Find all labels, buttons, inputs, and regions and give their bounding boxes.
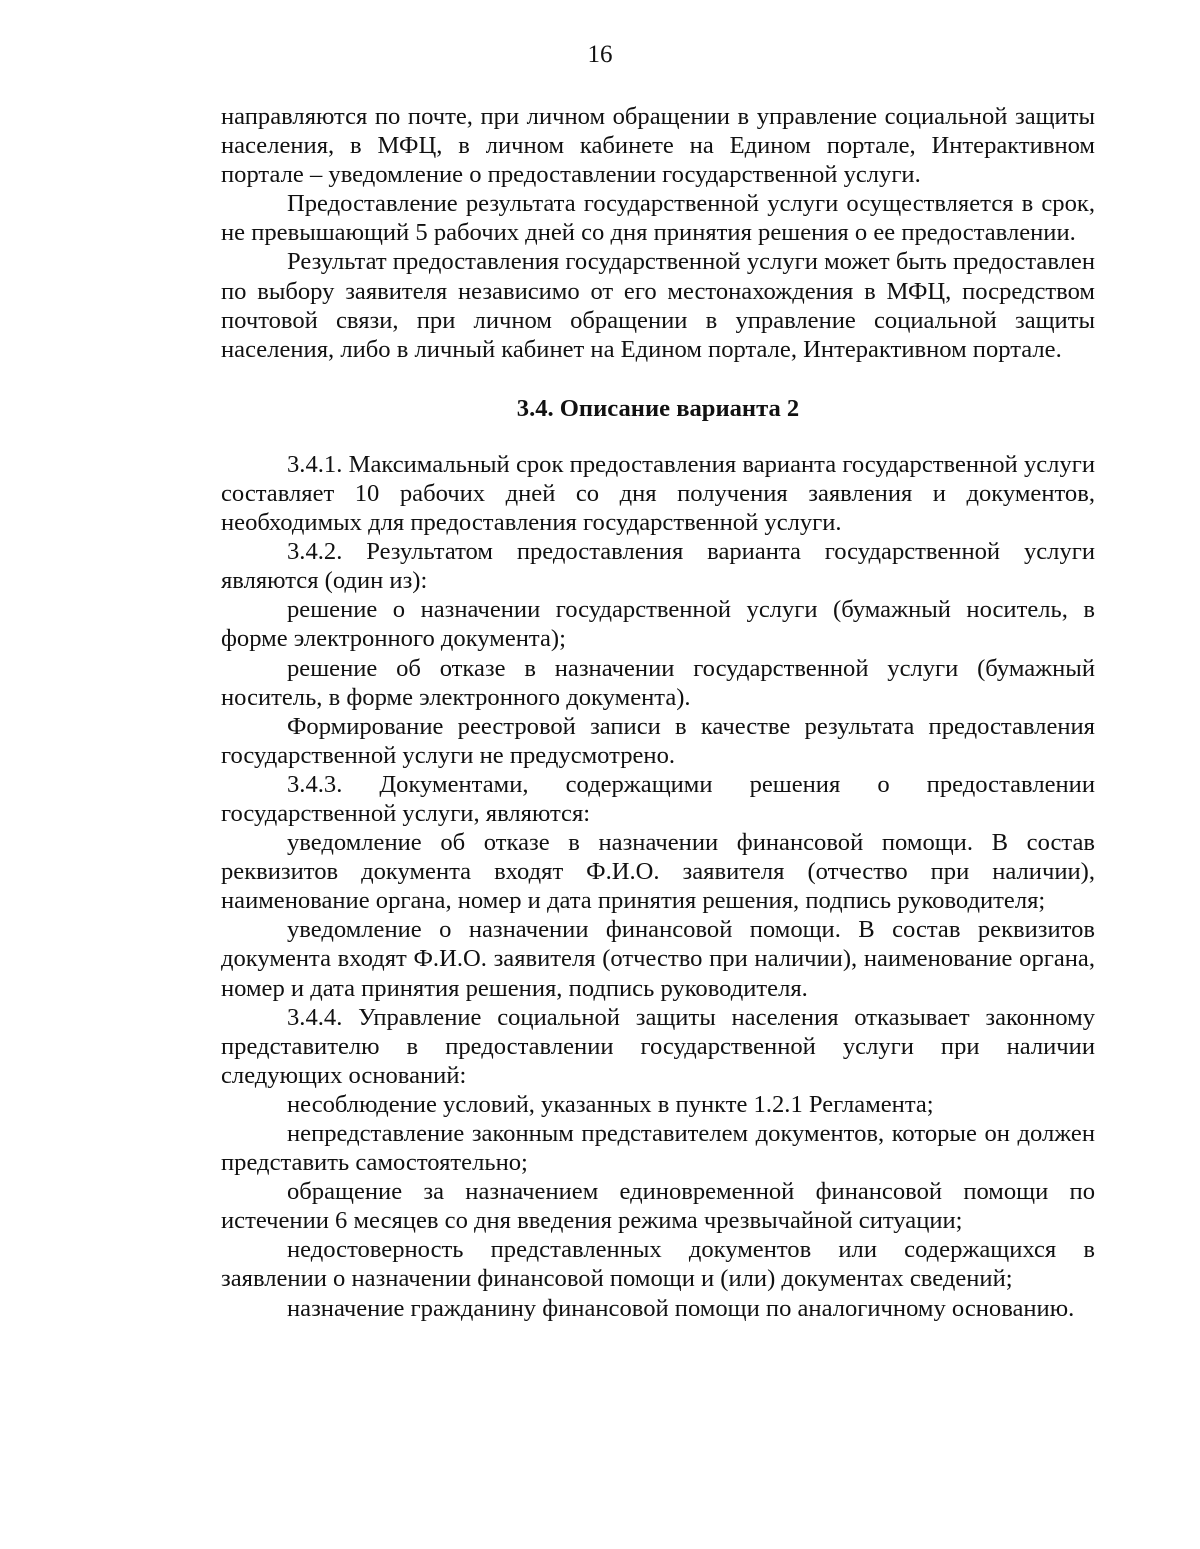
list-item: решение об отказе в назначении государственной услуги (бумажный носитель, в форме электронного документа).: [221, 654, 1095, 711]
paragraph: Предоставление результата государственной услуги осуществляется в срок, не превышающий 5 рабочих дней со дня принятия решения о ее предоставлении.: [221, 190, 1095, 247]
list-item: уведомление об отказе в назначении финансовой помощи. В состав реквизитов документа входят Ф.И.О. заявителя (отчество при наличии), наименование органа, номер и дата принятия решения, подпись руководителя;: [221, 829, 1095, 915]
paragraph: 3.4.1. Максимальный срок предоставления варианта государственной услуги составляет 10 рабочих дней со дня получения заявления и документов, необходимых для предоставления государственной услуги.: [221, 450, 1095, 537]
list-item: назначение гражданину финансовой помощи по аналогичному основанию.: [287, 1294, 1075, 1322]
paragraph: направляются по почте, при личном обращении в управление социальной защиты населения, в МФЦ, в личном кабинете на Едином портале, Интерактивном портале – уведомление о предоставлении государственной услуги.: [221, 103, 1095, 189]
list-item: недостоверность представленных документов или содержащихся в заявлении о назначении финансовой помощи и (или) документах сведений;: [221, 1236, 1095, 1293]
list-item: несоблюдение условий, указанных в пункте 1.2.1 Регламента;: [287, 1090, 934, 1118]
paragraph: 3.4.4. Управление социальной защиты населения отказывает законному представителю в предоставлении государственной услуги при наличии следующих оснований:: [221, 1003, 1095, 1089]
document-body: [221, 102, 1095, 1323]
paragraph: Формирование реестровой записи в качестве результата предоставления государственной услуги не предусмотрено.: [221, 712, 1095, 769]
list-item: решение о назначении государственной услуги (бумажный носитель, в форме электронного документа);: [221, 596, 1095, 653]
paragraph: 3.4.2. Результатом предоставления варианта государственной услуги являются (один из):: [221, 538, 1095, 595]
list-item: уведомление о назначении финансовой помощи. В состав реквизитов документа входят Ф.И.О. заявителя (отчество при наличии), наименование органа, номер и дата принятия решения, подпись руководителя.: [221, 916, 1095, 1002]
paragraph: 3.4.3. Документами, содержащими решения о предоставлении государственной услуги, являются:: [221, 770, 1095, 827]
section-heading: 3.4. Описание варианта 2: [516, 394, 800, 422]
list-item: обращение за назначением единовременной финансовой помощи по истечении 6 месяцев со дня введения режима чрезвычайной ситуации;: [221, 1178, 1095, 1235]
list-item: непредставление законным представителем документов, которые он должен представить самостоятельно;: [221, 1120, 1095, 1177]
page-number: 16: [587, 41, 613, 68]
paragraph: Результат предоставления государственной услуги может быть предоставлен по выбору заявителя независимо от его местонахождения в МФЦ, посредством почтовой связи, при личном обращении в управление социальной защиты населения, либо в личный кабинет на Едином портале, Интерактивном портале.: [221, 248, 1095, 363]
